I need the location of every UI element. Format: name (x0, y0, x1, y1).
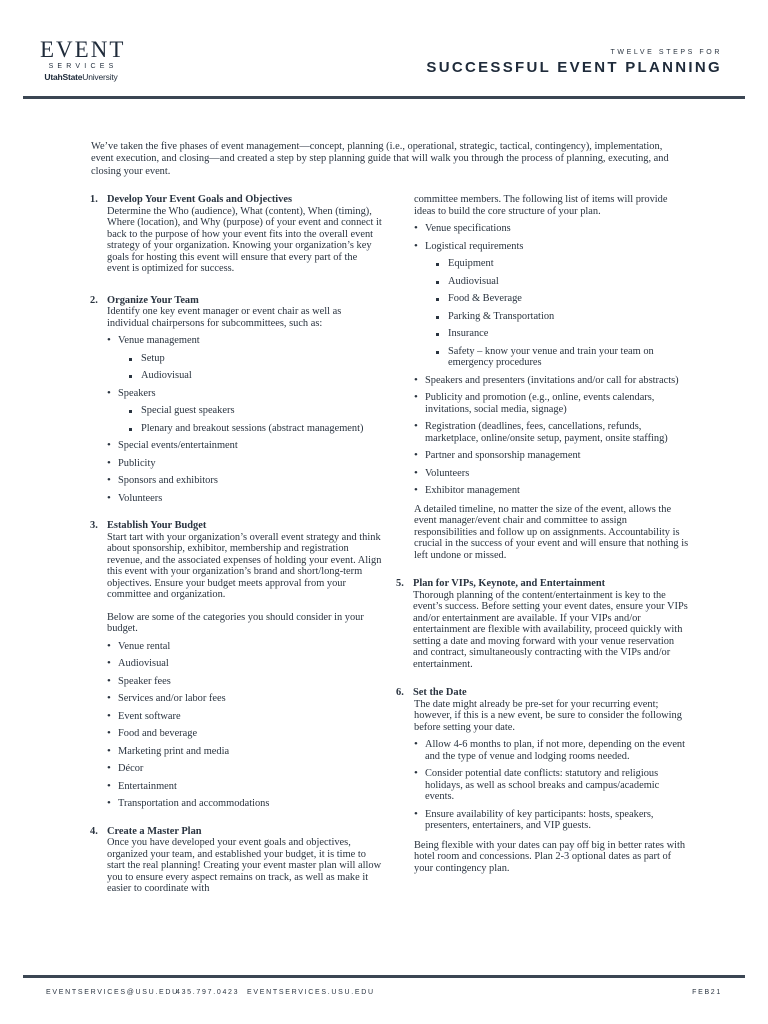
list-item: • Publicity and promotion (e.g., online, events calendars, invitations, social media, signage) (414, 392, 690, 415)
step-title-text: Organize Your Team (107, 294, 199, 306)
intro-paragraph: We’ve taken the five phases of event management—concept, planning (i.e., operational, strategic, tactical, contingency), implementation, event execution, and closing—and created a step by step planning guide that will walk you through the process of planning, executing, and closing your event. (91, 141, 669, 177)
list-item: • Entertainment (107, 781, 382, 793)
step-number: 4. (90, 825, 98, 837)
step-paragraph: Start tart with your organization’s overall event strategy and think about sponsorship, exhibitor, membership and registration revenue, and the associated expenses of holding your event. Align this event with your organization’s brand and short/long-term objectives. Ensure your budget meets approval from your committee and organization. (107, 531, 382, 600)
list-item: • Services and/or labor fees (107, 693, 382, 705)
list-item: • Allow 4-6 months to plan, if not more, depending on the event and the type of venue and lodging rooms needed. (414, 739, 690, 762)
step-4 (90, 826, 382, 895)
list-item: • Venue rental (107, 641, 382, 653)
list-item: • Event software (107, 711, 382, 723)
right-column (396, 194, 690, 874)
footer-phone: 435.797.0423 (176, 989, 240, 996)
list-item: Food & Beverage (425, 293, 690, 305)
footer-date: FEB21 (692, 989, 722, 996)
list-item: • Food and beverage (107, 728, 382, 740)
step-1 (90, 194, 382, 275)
step-5 (396, 578, 690, 670)
list-item: • Ensure availability of key participants: hosts, speakers, presenters, entertainers, and VIP guests. (414, 809, 690, 832)
step-title (396, 578, 690, 590)
list-item: • Marketing print and media (107, 746, 382, 758)
step-title (90, 826, 382, 838)
logo-usu-bold: UtahState (44, 72, 83, 82)
step-6 (396, 687, 690, 874)
step-body: Determine the Who (audience), What (content), When (timing), Where (location), and Why (purpose) of your event and connect it back to the purpose of how your event fits into the overall event strategy of your organization. Knowing your organization’s key goals for hosting this event will ensure that every part of the event is optimized for success. (107, 205, 382, 274)
left-column (90, 194, 382, 895)
list-item: • Décor (107, 763, 382, 775)
step-3 (90, 520, 382, 810)
step-title (90, 295, 382, 307)
step-title-text: Develop Your Event Goals and Objectives (107, 194, 293, 205)
list-item-text: Logistical requirements (425, 240, 524, 252)
step-title-text: Establish Your Budget (107, 520, 207, 531)
event-services-logo (40, 37, 126, 83)
logo-usu-regular: University (82, 72, 118, 82)
list-item: • Special events/entertainment (107, 440, 382, 452)
list-item: Equipment (425, 258, 690, 270)
list-item: Special guest speakers (118, 405, 382, 417)
page-title: SUCCESSFUL EVENT PLANNING (426, 59, 722, 76)
list-item: Setup (118, 353, 382, 365)
step-title-text: Plan for VIPs, Keynote, and Entertainment (413, 578, 606, 589)
bullet-list (414, 739, 690, 832)
step-number: 6. (396, 687, 404, 698)
step-number: 5. (396, 578, 404, 589)
list-item: • Partner and sponsorship management (414, 450, 690, 462)
footer-divider (23, 975, 745, 978)
title-kicker: TWELVE STEPS FOR (610, 49, 722, 56)
logo-university-text (40, 72, 122, 83)
list-item: • Volunteers (414, 468, 690, 480)
footer-website-link[interactable]: EVENTSERVICES.USU.EDU (247, 989, 375, 996)
list-item: • Registration (deadlines, fees, cancellations, refunds, marketplace, online/onsite setup, payment, onsite staffing) (414, 421, 690, 444)
list-item: • Consider potential date conflicts: statutory and religious holidays, as well as school breaks and campus/academic events. (414, 768, 690, 803)
sub-bullet-list (118, 353, 382, 382)
list-item: • Transportation and accommodations (107, 798, 382, 810)
logo-services-text: SERVICES (48, 63, 118, 70)
step-title-text: Create a Master Plan (107, 825, 202, 837)
list-item-text: Speakers (118, 387, 156, 399)
bullet-list (107, 641, 382, 810)
step-paragraph: A detailed timeline, no matter the size of the event, allows the event manager/event chair and committee to assign responsibilities and follow up on assignments. Accountability is crucial in the success of your event and will ensure that nothing is left undone or missed. (414, 503, 689, 561)
list-item: • Audiovisual (107, 658, 382, 670)
step-body: Thorough planning of the content/entertainment is key to the event’s success. Before setting your event dates, ensure your VIPs and/or entertainment are available. If your VIPs and/or entertainment are flexible with availability, proceed quickly with setting a date and moving forward with your venue reservation and contract, simultaneously contracting with the VIPs and/or entertainment. (413, 589, 688, 670)
list-item: Audiovisual (425, 276, 690, 288)
bullet-list (107, 335, 382, 504)
list-item: • Speaker fees (107, 676, 382, 688)
step-body: Once you have developed your event goals and objectives, organized your team, and established your budget, it is time to start the real planning! Creating your event master plan will allow you to ensure every aspect remains on track, as well as make it easier to coordinate with (107, 837, 382, 894)
step-title (90, 520, 382, 532)
list-item-text: Venue management (118, 335, 200, 346)
step-paragraph: Identify one key event manager or event chair as well as individual chairpersons for subcommittees, such as: (107, 306, 342, 329)
step-number: 1. (90, 194, 98, 205)
header-divider (23, 96, 745, 99)
step-number: 2. (90, 294, 98, 306)
list-item: Insurance (425, 328, 690, 340)
list-item: • Speakers and presenters (invitations and/or call for abstracts) (414, 375, 690, 387)
bullet-list (414, 223, 690, 497)
step-number: 3. (90, 520, 98, 531)
step-title (396, 687, 690, 699)
logo-event-text: EVENT (40, 37, 126, 62)
step-title-text: Set the Date (413, 687, 467, 698)
list-item: • Publicity (107, 458, 382, 470)
step-body: The date might already be pre-set for your recurring event; however, if this is a new event, be sure to consider the following before setting your date. (414, 698, 682, 733)
list-item: Parking & Transportation (425, 311, 690, 323)
list-item (107, 388, 382, 435)
step-body (90, 532, 382, 810)
list-item: • Volunteers (107, 493, 382, 505)
page-header (0, 0, 768, 100)
list-item: Safety – know your venue and train your team on emergency procedures (425, 346, 690, 369)
sub-bullet-list (425, 258, 690, 369)
list-item: Audiovisual (118, 370, 382, 382)
step-title (90, 194, 382, 206)
step-4-continued: committee members. The following list of items will provide ideas to build the core structure of your plan. (414, 194, 668, 217)
list-item: • Sponsors and exhibitors (107, 475, 382, 487)
step-paragraph: Being flexible with your dates can pay off big in better rates with hotel room and concessions. Plan 2-3 optional dates as part of your contingency plan. (414, 839, 686, 874)
list-item (414, 241, 690, 369)
step-body (90, 306, 382, 504)
list-item: Plenary and breakout sessions (abstract management) (118, 423, 382, 435)
list-item (107, 335, 382, 382)
step-2 (90, 295, 382, 505)
footer-email-link[interactable]: EVENTSERVICES@USU.EDU (46, 989, 179, 996)
list-item: • Exhibitor management (414, 485, 690, 497)
list-item: • Venue specifications (414, 223, 690, 235)
step-paragraph: Below are some of the categories you should consider in your budget. (107, 611, 364, 634)
sub-bullet-list (118, 405, 382, 434)
